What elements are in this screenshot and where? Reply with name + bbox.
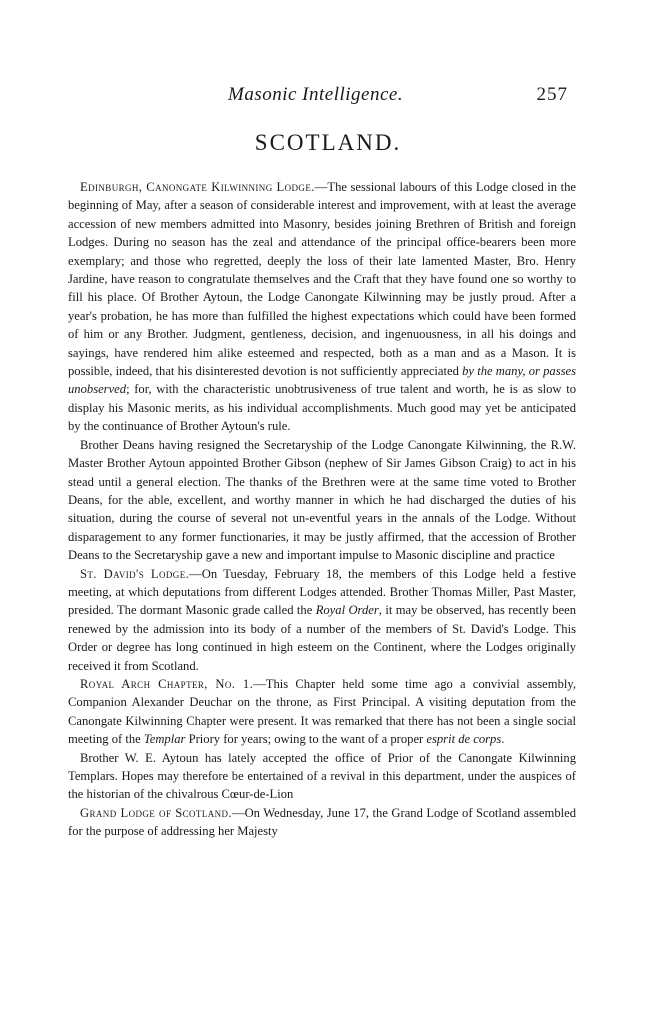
paragraph-heading: Grand Lodge of Scotland. (80, 805, 232, 820)
paragraph-heading: St. David's Lodge. (80, 566, 190, 581)
paragraph-italic: Templar (143, 732, 186, 747)
running-title: Masonic Intelligence. (228, 84, 404, 105)
paragraph-text: Priory for years; owing to the want of a proper (185, 732, 427, 747)
page-number: 257 (536, 84, 568, 105)
article-body (68, 178, 576, 841)
paragraph-text: . (501, 732, 505, 747)
paragraph-text: —This Chapter held some time ago a convivial assembly, Companion Alexander Deuchar on the throne, as First Principal. A visiting deputation from the Canongate Kilwinning Chapter were present. It was remarked that there has not been a single social meeting of the (68, 676, 576, 747)
paragraph-italic: Royal Order (315, 603, 379, 618)
paragraph-canongate-kilwinning (68, 178, 576, 436)
paragraph-italic: esprit de corps (426, 732, 502, 747)
paragraph-italic: by the many, or passes unobserved (68, 364, 576, 397)
paragraph-heading: Royal Arch Chapter, No. 1. (80, 676, 254, 691)
paragraph-brother-deans (68, 436, 576, 565)
section-title: SCOTLAND. (254, 130, 402, 155)
book-page (68, 0, 588, 1016)
paragraph-royal-arch-chapter (68, 675, 576, 749)
paragraph-heading: Edinburgh, Canongate Kilwinning Lodge. (80, 180, 315, 194)
paragraph-text: —The sessional labours of this Lodge closed in the beginning of May, after a season of considerable interest and improvement, with at least the average accession of new members admitted into Masonry, besides joining Brethren of British and foreign Lodges. During no season has the zeal and attendance of the principal office-bearers been more exemplary; and those who regretted, deeply the loss of their late lamented Master, Bro. Henry Jardine, have reason to congratulate themselves and the Craft that they have found one so worthy to fill his place. Of Brother Aytoun, the Lodge Canongate Kilwinning may be justly proud. After a year's probation, he has more than fulfilled the highest expectations which could have been formed of him or any Brother. Judgment, gentleness, decision, and ingenuousness, in all his doings and sayings, have rendered him alike esteemed and respected, both as a man and as a Mason. It is possible, indeed, that his disinterested devotion is not sufficiently appreciated (68, 180, 576, 379)
paragraph-text: —On Tuesday, February 18, the members of this Lodge held a festive meeting, at which deputations from different Lodges attended. Brother Thomas Miller, Past Master, presided. The dormant Masonic grade called the (68, 566, 576, 618)
paragraph-aytoun-prior (68, 749, 576, 804)
paragraph-text: , it may be observed, has recently been renewed by the admission into its body of a number of the members of St. David's Lodge. This Order or degree has long continued in high esteem on the Continent, where the Lodges originally received it from Scotland. (68, 603, 576, 673)
paragraph-grand-lodge (68, 804, 576, 841)
paragraph-text: Brother W. E. Aytoun has lately accepted the office of Prior of the Canongate Kilwinning Templars. Hopes may therefore be entertained of a revival in this department, under the auspices of the historian of the chivalrous Cœur-de-Lion (68, 750, 576, 802)
paragraph-text: Brother Deans having resigned the Secretaryship of the Lodge Canongate Kilwinning, the R.W. Master Brother Aytoun appointed Brother Gibson (nephew of Sir James Gibson Craig) to act in his stead until a general election. The thanks of the Brethren were at the same time voted to Brother Deans, for the able, excellent, and worthy manner in which he had discharged the duties of his situation, during the course of several not un-eventful years in the annals of the Lodge. Without disparagement to any former functionaries, it may be justly affirmed, that the accession of Brother Deans to the Secretaryship gave a new and important impulse to Masonic discipline and practice (68, 437, 576, 563)
running-head (68, 84, 588, 106)
paragraph-text: —On Wednesday, June 17, the Grand Lodge of Scotland assembled for the purpose of addressing her Majesty (68, 805, 576, 839)
paragraph-text: ; for, with the characteristic unobtrusiveness of true talent and worth, he is as slow to display his Masonic merits, as his individual accomplishments. Much good may yet be anticipated by the continuance of Brother Aytoun's rule. (68, 382, 576, 434)
paragraph-st-davids-lodge (68, 565, 576, 675)
